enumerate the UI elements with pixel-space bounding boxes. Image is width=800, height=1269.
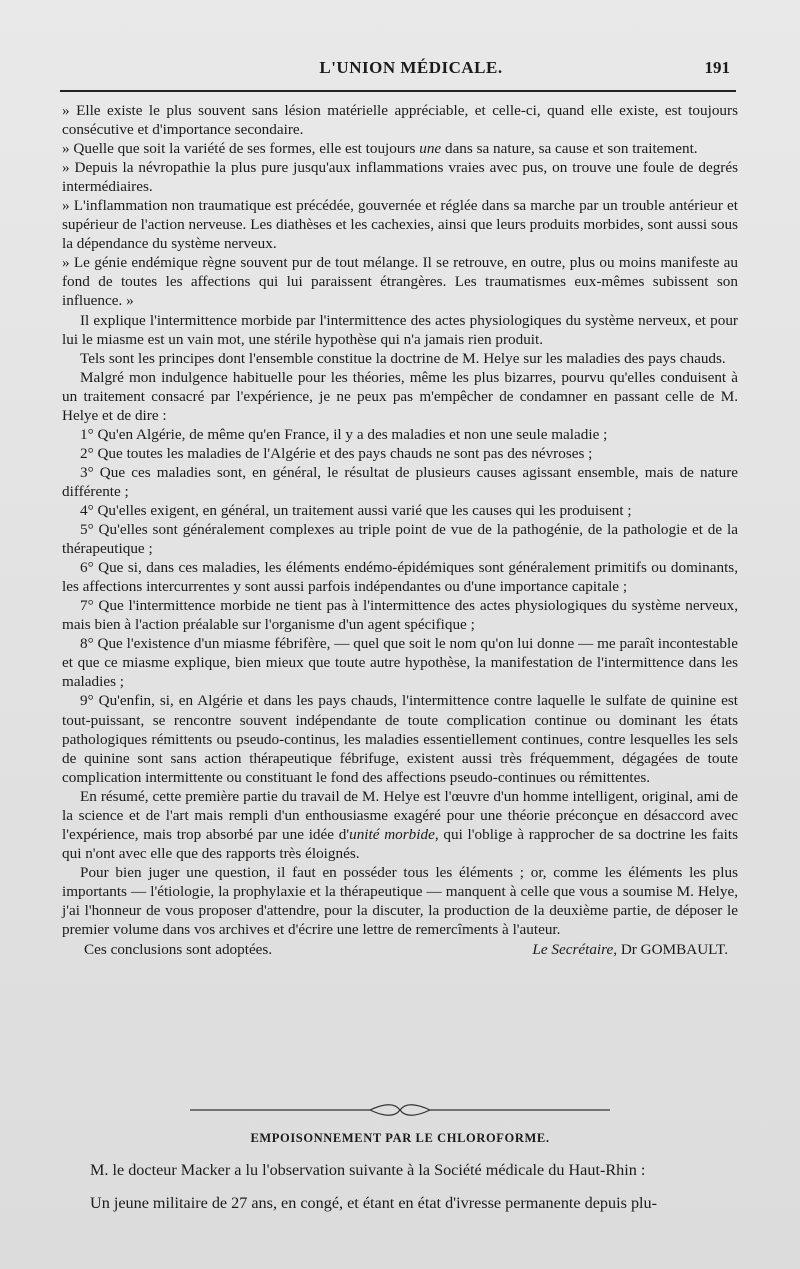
list-item: 7° Que l'intermittence morbide ne tient pas à l'intermittence des actes physiologiques du système nerveux, mais bien à l'action préalable sur l'organisme d'un agent spécifique ; (62, 597, 738, 634)
signature-role: Le Secrétaire, (532, 941, 618, 959)
running-title: L'UNION MÉDICALE. (319, 58, 503, 77)
body-paragraph: M. le docteur Macker a lu l'observation suivante à la Société médicale du Haut-Rhin : (90, 1161, 646, 1179)
body-paragraph: » Quelle que soit la variété de ses formes, elle est toujours une dans sa nature, sa cause et son traitement. (62, 140, 698, 158)
header-rule (60, 90, 736, 92)
body-paragraph: Tels sont les principes dont l'ensemble constitue la doctrine de M. Helye sur les maladies des pays chauds. (80, 349, 726, 367)
body-paragraph: Pour bien juger une question, il faut en posséder tous les éléments ; or, comme les éléments les plus importants — l'étiologie, la prophylaxie et la thérapeutique — manquent à celle que vous a soumise M. Helye, j'ai l'honneur de vous proposer d'attendre, pour la discuter, la production de la deuxième partie, de déposer le premier volume dans vos archives et d'écrire une lettre de remercîments à l'auteur. (62, 863, 738, 939)
signature-line (62, 940, 738, 959)
body-paragraph: » Le génie endémique règne souvent pur de tout mélange. Il se retrouve, en outre, plus ou moins manifeste au fond de toutes les affections qui lui paraissent étrangères. Les traumatismes eux-mêmes subissent son influence. » (62, 254, 738, 310)
page-number: 191 (704, 58, 730, 77)
list-item: 4° Qu'elles exigent, en général, un traitement aussi varié que les causes qui les produisent ; (80, 501, 632, 519)
body-paragraph: » Depuis la névropathie la plus pure jusqu'aux inflammations vraies avec pus, on trouve une foule de degrés intermédiaires. (62, 159, 738, 196)
list-item: 3° Que ces maladies sont, en général, le résultat de plusieurs causes agissant ensemble, mais de nature différente ; (62, 463, 738, 500)
list-item: 2° Que toutes les maladies de l'Algérie et des pays chauds ne sont pas des névroses ; (80, 444, 593, 462)
list-item: 8° Que l'existence d'un miasme fébrifère, — quel que soit le nom qu'on lui donne — me paraît incontestable et que ce miasme explique, bien mieux que toute autre hypothèse, la manifestation de l'intermittence dans les maladies ; (62, 635, 738, 691)
body-paragraph: » Elle existe le plus souvent sans lésion matérielle appréciable, et celle-ci, quand elle existe, est toujours consécutive et d'importance secondaire. (62, 102, 738, 139)
list-item: 1° Qu'en Algérie, de même qu'en France, il y a des maladies et non une seule maladie ; (80, 425, 608, 443)
body-paragraph: En résumé, cette première partie du travail de M. Helye est l'œuvre d'un homme intelligent, original, ami de la science et de l'art mais rempli d'un enthousiasme exagéré pour une théorie préconçue en désaccord avec l'expérience, mais trop absorbé par une idée d'unité morbide, qui l'oblige à rapprocher de sa doctrine les faits qui n'ont avec elle que des rapports très éloignés. (62, 787, 738, 862)
page-header (86, 58, 736, 84)
list-item: 5° Qu'elles sont généralement complexes au triple point de vue de la pathogénie, de la pathologie et de la thérapeutique ; (62, 521, 738, 558)
conclusion-text: Ces conclusions sont adoptées. (84, 941, 273, 959)
list-item: 6° Que si, dans ces maladies, les éléments endémo-épidémiques sont généralement primitifs ou dominants, les affections intercurrentes y sont aussi parfois indépendantes ou d'une importance capitale ; (62, 559, 738, 596)
body-paragraph: Malgré mon indulgence habituelle pour les théories, même les plus bizarres, pourvu qu'elles conduisent à un traitement consacré par l'expérience, je ne peux pas m'empêcher de condamner en passant celle de M. Helye et de dire : (62, 368, 738, 424)
section-title: EMPOISONNEMENT PAR LE CHLOROFORME. (250, 1131, 550, 1145)
body-paragraph: Un jeune militaire de 27 ans, en congé, et étant en état d'ivresse permanente depuis plu- (90, 1194, 658, 1212)
body-paragraph: Il explique l'intermittence morbide par l'intermittence des actes physiologiques du système nerveux, et pour lui le miasme est un vain mot, une stérile hypothèse qui n'a jamais rien produit. (62, 311, 738, 348)
list-item: 9° Qu'enfin, si, en Algérie et dans les pays chauds, l'intermittence contre laquelle le sulfate de quinine est tout-puissant, se rencontre souvent indépendante de toute complication continue ou dominant les états pathologiques rémittents ou pseudo-continus, les maladies essentiellement continues, contre lesquelles les sels de quinine sont sans action thérapeutique fébrifuge, existent aussi très fréquemment, dégagées de toute complication intermittente ou constituant le fond des affections pseudo-continues ou rémittentes. (62, 692, 738, 786)
signature (532, 940, 738, 959)
signature-name: Dr GOMBAULT. (620, 941, 728, 959)
body-paragraph: » L'inflammation non traumatique est précédée, gouvernée et réglée dans sa marche par un trouble antérieur et supérieur de l'action nerveuse. Les diathèses et les cachexies, ainsi que leurs produits morbides, sont aussi sous la dépendance du système nerveux. (62, 197, 738, 253)
article-body (62, 101, 738, 959)
divider-ornament (190, 1103, 610, 1117)
section-body (62, 1160, 738, 1214)
